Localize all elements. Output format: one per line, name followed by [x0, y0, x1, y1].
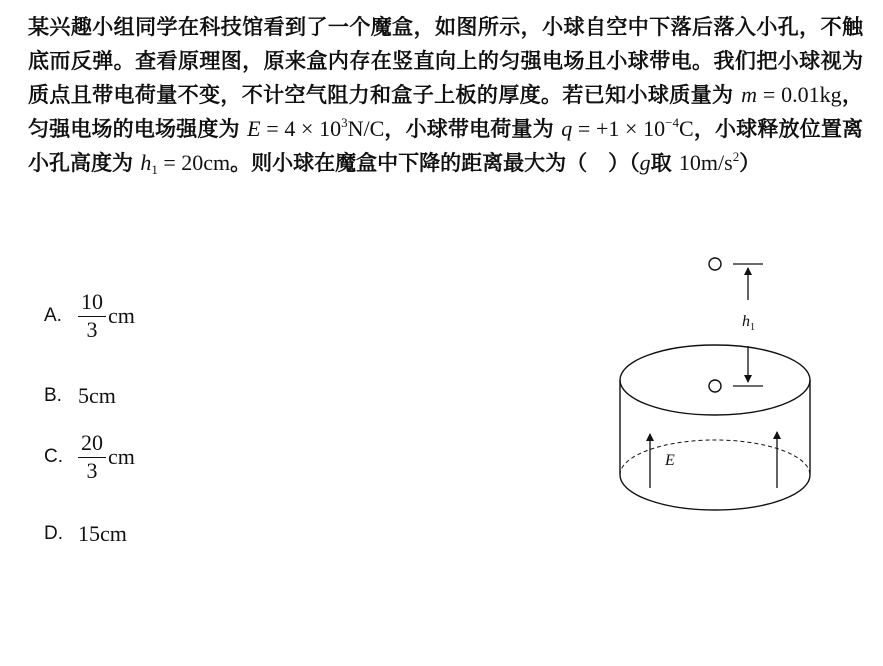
option-d[interactable] [44, 504, 127, 564]
fraction-numerator: 10 [78, 290, 106, 317]
magic-box-diagram [605, 250, 827, 520]
option-value: 5cm [78, 383, 116, 408]
fraction-denominator: 3 [86, 457, 98, 483]
h1-label: $h_1$ [742, 313, 755, 333]
fraction-denominator: 3 [86, 316, 98, 342]
fraction [78, 290, 106, 343]
option-c[interactable] [44, 427, 135, 487]
cylinder-box [620, 345, 810, 510]
option-a[interactable] [44, 286, 135, 346]
option-letter: D. [44, 523, 63, 544]
option-unit: cm [108, 444, 135, 469]
option-value: 15cm [78, 521, 127, 546]
fraction-numerator: 20 [78, 431, 106, 458]
option-letter: B. [44, 385, 62, 406]
fraction [78, 431, 106, 484]
question-text: 某兴趣小组同学在科技馆看到了一个魔盒，如图所示，小球自空中下落后落入小孔，不触底而反弹。查看原理图，原来盒内存在竖直向上的匀强电场且小球带电。我们把小球视为质点且带电荷量不变，不计空气阻力和盒子上板的厚度。若已知小球质量为 m = 0.01kg，匀强电场的电场强度为 $E = 4 \times 10^3N/C$，小球带电荷量为 $q = +1 \times 10^{-4}C$，小球释放位置离小孔高度为 $h_1 = 20cm$。则小球在魔盒中下降的距离最大为（ ）（g取 $10m/s^2$） [28, 14, 863, 177]
ball-release-position [709, 258, 721, 270]
option-b[interactable] [44, 366, 116, 426]
option-value [78, 290, 135, 343]
option-letter: A. [44, 305, 62, 326]
ball-at-hole [709, 380, 721, 392]
field-e-label: E [665, 452, 675, 469]
option-value [78, 431, 135, 484]
option-letter: C. [44, 446, 63, 467]
option-unit: cm [108, 303, 135, 328]
